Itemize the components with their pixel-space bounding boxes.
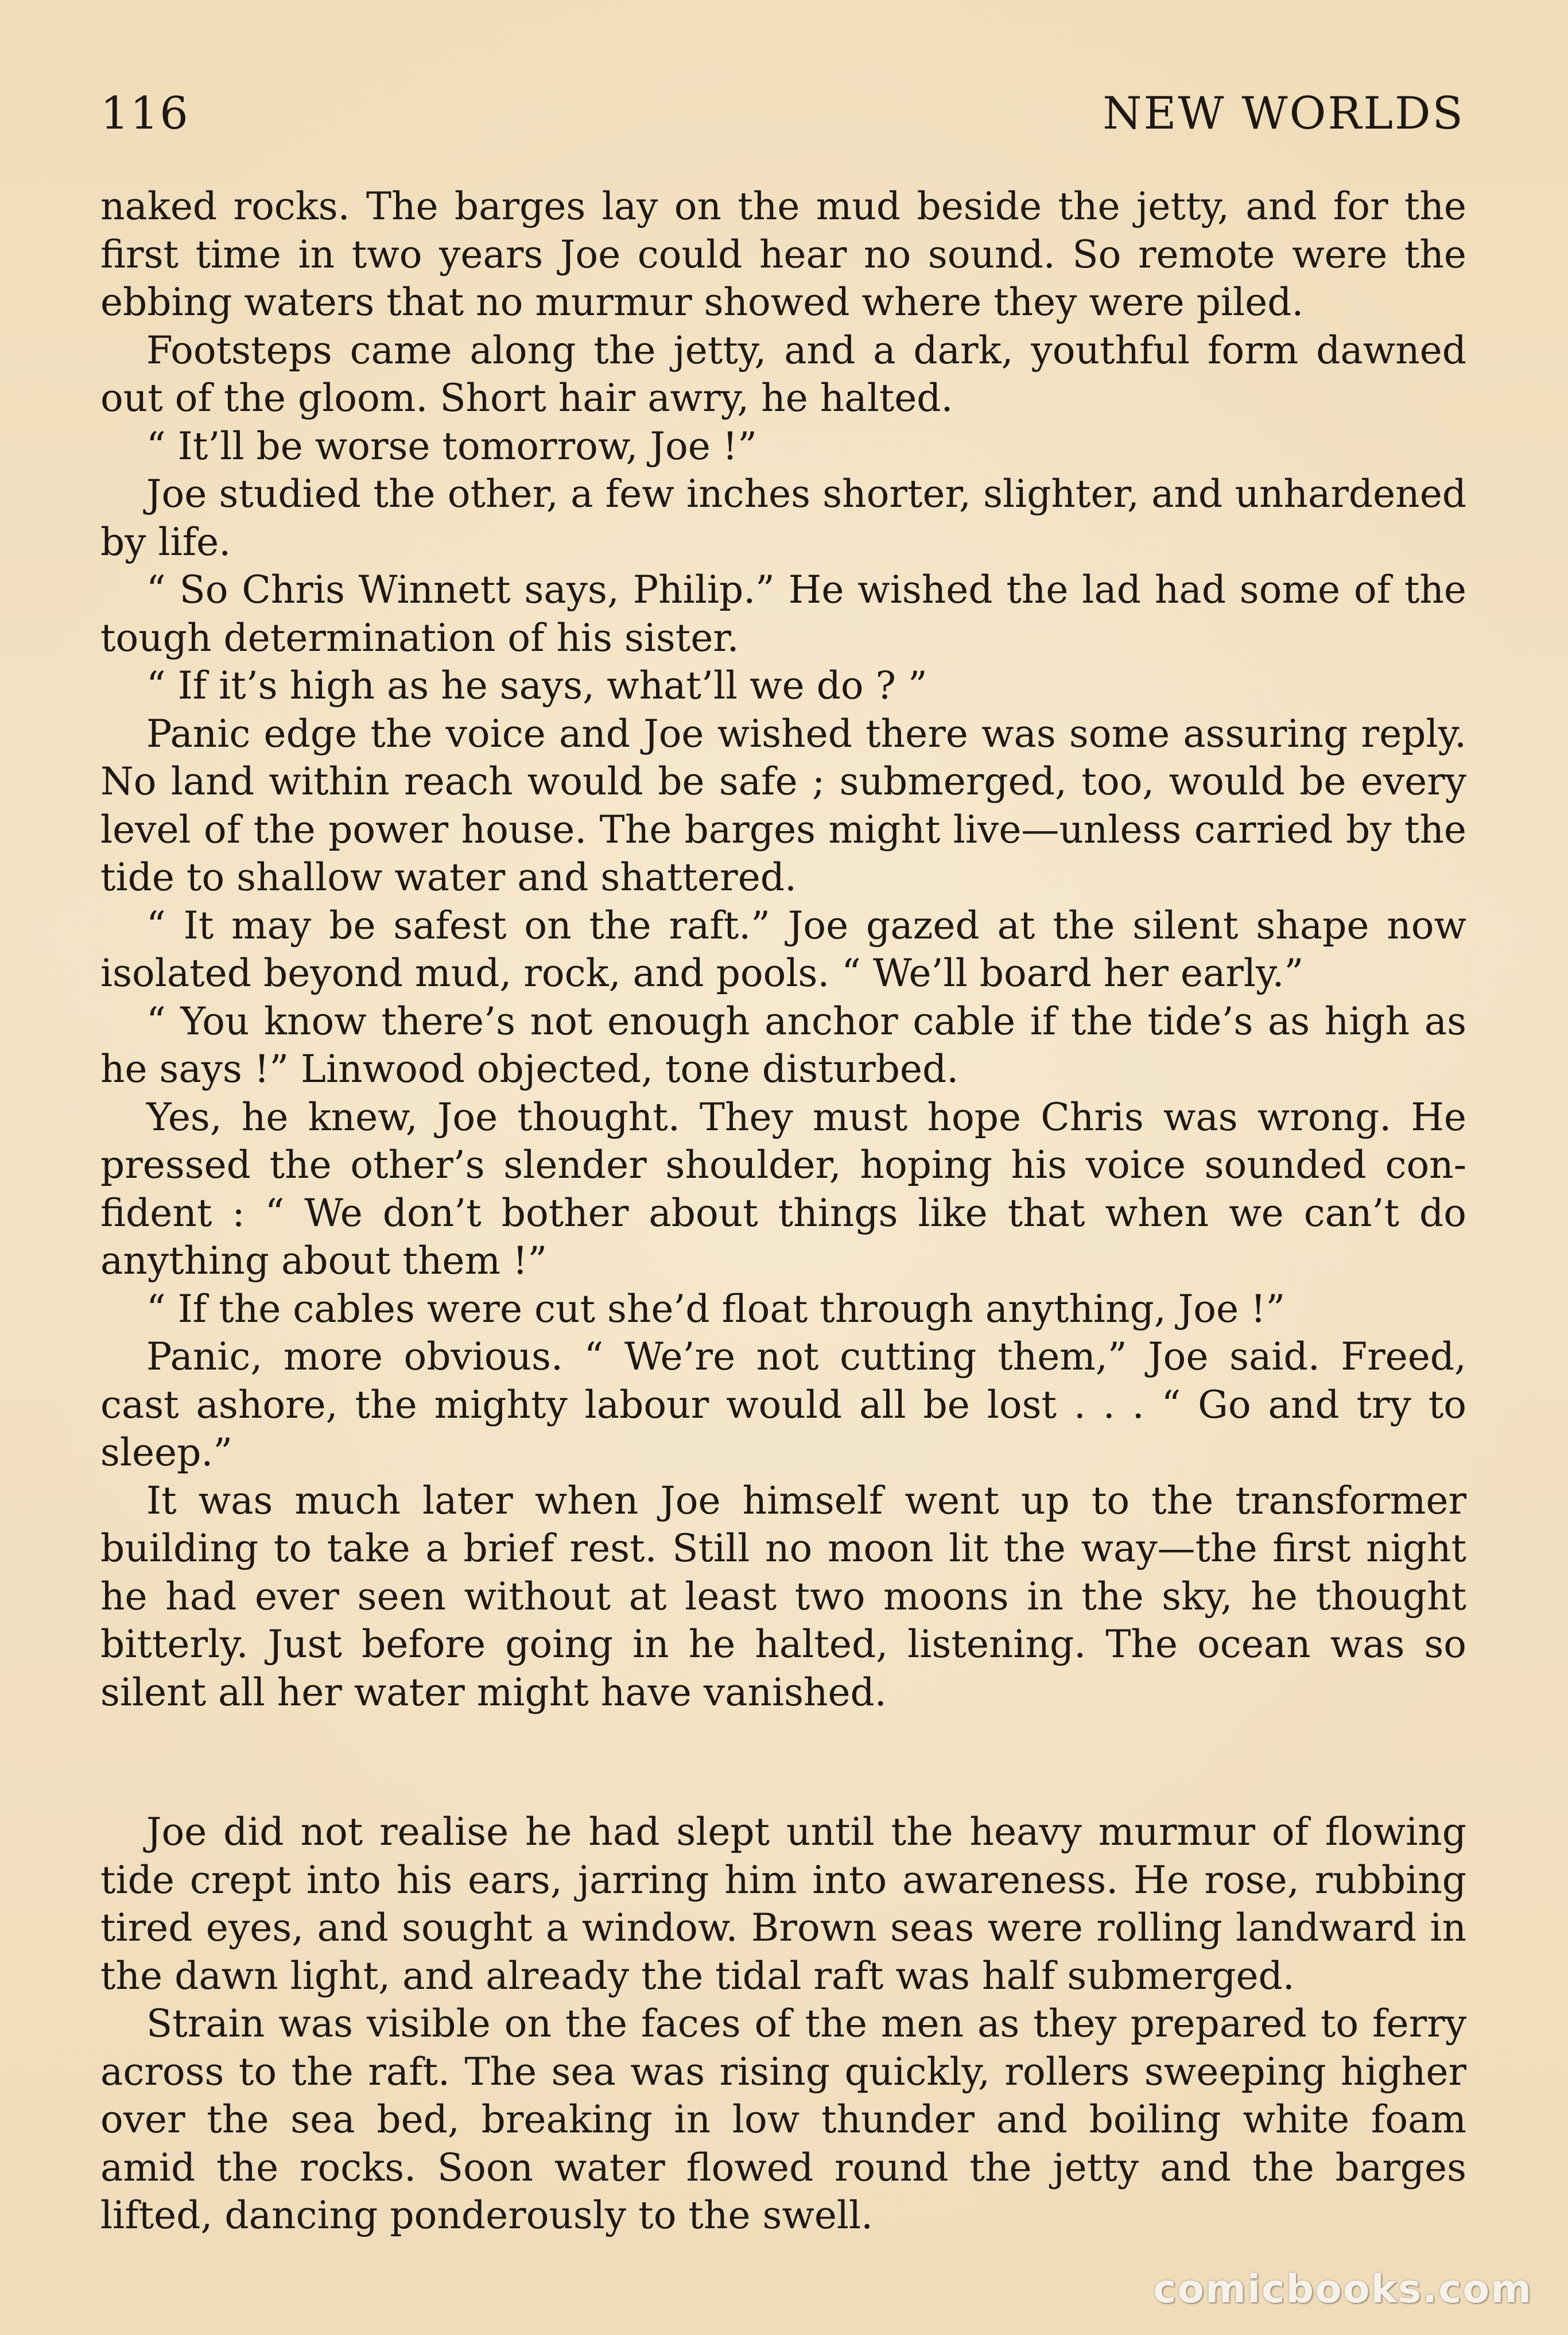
running-title: NEW WORLDS bbox=[1103, 88, 1465, 139]
paragraph: Footsteps came along the jetty, and a dark, youthful form dawned out of the gloom. Short hair awry, he halted. bbox=[100, 328, 1466, 420]
paragraph: “ It may be safest on the raft.” Joe gazed at the silent shape now isolated beyond mud, rock, and pools. “ We’ll board her early.” bbox=[100, 903, 1466, 995]
page-header bbox=[100, 85, 1465, 142]
paragraph: Yes, he knew, Joe thought. They must hope Chris was wrong. He pressed the other’s slender shoulder, hoping his voice sounded confident : “ We don’t bother about things like that when we can’t do anything about them !” bbox=[100, 1095, 1466, 1283]
text-section-1 bbox=[100, 183, 1466, 1716]
paragraph: Panic, more obvious. “ We’re not cutting them,” Joe said. Freed, cast ashore, the mighty labour would all be lost . . . “ Go and try to sleep.” bbox=[100, 1335, 1466, 1475]
page-number: 116 bbox=[100, 88, 189, 139]
paragraph: naked rocks. The barges lay on the mud beside the jetty, and for the first time in two years Joe could hear no sound. So remote were the ebbing waters that no murmur showed where they were piled. bbox=[100, 184, 1466, 324]
paragraph: Panic edge the voice and Joe wished there was some assuring reply. No land within reach would be safe ; submerged, too, would be every level of the power house. The barges might live—unless carried by the tide to shallow water and shattered. bbox=[100, 711, 1466, 899]
text-section-2 bbox=[100, 1808, 1466, 2240]
paragraph: Joe studied the other, a few inches shorter, slighter, and unhardened by life. bbox=[100, 472, 1466, 564]
paragraph: “ If it’s high as he says, what’ll we do ? ” bbox=[146, 664, 927, 708]
paragraph: Joe did not realise he had slept until the heavy murmur of flowing tide crept into his ears, jarring him into awareness. He rose, rubbing tired eyes, and sought a window. Brown seas were rolling landward in the dawn light, and already the tidal raft was half submerged. bbox=[100, 1810, 1466, 1998]
paragraph: “ You know there’s not enough anchor cable if the tide’s as high as he says !” Linwood objected, tone disturbed. bbox=[100, 999, 1466, 1091]
paragraph: “ So Chris Winnett says, Philip.” He wished the lad had some of the tough determination of his sister. bbox=[100, 568, 1466, 660]
paragraph: It was much later when Joe himself went up to the transformer building to take a brief rest. Still no moon lit the way—the first night he had ever seen without at least two moons in the sky, he thought bitterly. Just before going in he halted, listening. The ocean was so silent all her water might have vanished. bbox=[100, 1478, 1466, 1715]
watermark-logo: comicbooks.com bbox=[1152, 2267, 1532, 2312]
paragraph: “ If the cables were cut she’d float through anything, Joe !” bbox=[146, 1286, 1286, 1331]
paragraph: “ It’ll be worse tomorrow, Joe !” bbox=[146, 424, 757, 468]
paragraph: Strain was visible on the faces of the men as they prepared to ferry across to the raft. The sea was rising quickly, rollers sweeping higher over the sea bed, breaking in low thunder and boiling white foam amid the rocks. Soon water flowed round the jetty and the barges lifted, dancing ponderously to the swell. bbox=[100, 2002, 1466, 2237]
